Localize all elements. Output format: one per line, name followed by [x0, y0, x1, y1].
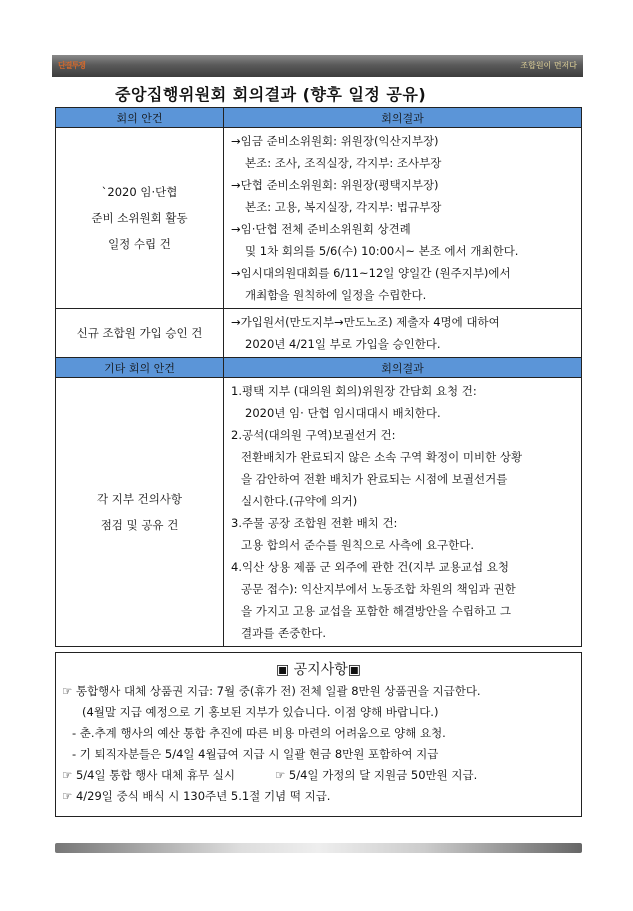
result-line: 전환배치가 완료되지 않은 소속 구역 확정이 미비한 상황 — [241, 450, 523, 464]
result-line: 2020년 임· 단협 임시대대시 배치한다. — [245, 406, 441, 420]
result-line: →단협 준비소위원회: 위원장(평택지부장) — [231, 178, 439, 192]
agenda-topic: 신규 조합원 가입 승인 건 — [56, 309, 224, 358]
result-line: 본조: 고용, 복지실장, 각지부: 법규부장 — [245, 200, 442, 214]
result-line: →임금 준비소위원회: 위원장(익산지부장) — [231, 134, 439, 148]
result-line: 개최함을 원칙하에 일정을 수립한다. — [245, 288, 427, 302]
notice-line: (4월말 지급 예정으로 기 홍보된 지부가 있습니다. 이점 양해 바랍니다.) — [82, 705, 439, 719]
notice-title: ▣ 공지사항▣ — [275, 662, 361, 678]
agenda-topic — [56, 128, 224, 309]
notice-item: ☞ 5/4일 가정의 달 지원금 50만원 지급. — [274, 768, 478, 782]
document-title: 중앙집행위원회 회의결과 (향후 일정 공유) — [115, 85, 427, 104]
meeting-results-table — [55, 107, 582, 647]
result-line: →임·단협 전체 준비소위원회 상견례 — [231, 222, 411, 236]
column-header-topic: 기타 회의 안건 — [56, 358, 224, 378]
column-header-result: 회의결과 — [224, 108, 582, 128]
topic-line: `2020 임·단협 — [101, 185, 178, 199]
union-logo: 단결투쟁 — [58, 61, 85, 70]
result-line: →임시대의원대회를 6/11~12일 양일간 (원주지부)에서 — [231, 266, 511, 280]
header-banner — [52, 55, 583, 77]
result-line: 1.평택 지부 (대의원 회의)위원장 간담회 요청 건: — [231, 384, 477, 398]
result-line: 4.익산 상용 제품 군 외주에 관한 건(지부 교용교섭 요청 — [231, 560, 509, 574]
agenda-result — [224, 128, 582, 309]
result-line: 고용 합의서 준수를 원칙으로 사측에 요구한다. — [241, 538, 475, 552]
result-line: 3.주물 공장 조합원 전환 배치 건: — [231, 516, 398, 530]
notice-box — [55, 652, 582, 817]
result-line: 결과를 존중한다. — [241, 626, 327, 640]
result-line: 및 1차 회의를 5/6(수) 10:00시~ 본조 에서 개최한다. — [245, 244, 519, 258]
agenda-result — [224, 378, 582, 647]
topic-line: 점검 및 공유 건 — [100, 518, 179, 532]
result-line: 을 가지고 고용 교섭을 포함한 해결방안을 수립하고 그 — [241, 604, 511, 618]
result-line: 2020년 4/21일 부로 가입을 승인한다. — [245, 337, 441, 351]
column-header-result: 회의결과 — [224, 358, 582, 378]
result-line: 본조: 조사, 조직실장, 각지부: 조사부장 — [245, 156, 442, 170]
notice-line: ☞ 통합행사 대체 상품권 지급: 7월 중(휴가 전) 전체 일괄 8만원 상품권을 지급한다. — [62, 684, 481, 698]
result-line: 실시한다.(규약에 의거) — [241, 494, 358, 508]
agenda-topic — [56, 378, 224, 647]
footer-bar — [55, 843, 582, 853]
result-line: →가입원서(만도지부→만도노조) 제출자 4명에 대하여 — [231, 315, 500, 329]
notice-line: - 춘.추계 행사의 예산 통합 추진에 따른 비용 마련의 어려움으로 양해 요청. — [72, 726, 446, 740]
notice-line — [56, 765, 581, 786]
result-line: 을 감안하여 전환 배치가 완료되는 시점에 보궐선거를 — [241, 472, 508, 486]
notice-line: - 기 퇴직자분들은 5/4일 4월급여 지급 시 일괄 현금 8만원 포함하여 지급 — [72, 747, 439, 761]
table-header-row — [56, 358, 582, 378]
agenda-result — [224, 309, 582, 358]
table-header-row — [56, 108, 582, 128]
table-row — [56, 128, 582, 309]
table-row — [56, 378, 582, 647]
result-line: 공문 접수): 익산지부에서 노동조합 차원의 책임과 권한 — [241, 582, 516, 596]
result-line: 2.공석(대의원 구역)보궐선거 건: — [231, 428, 396, 442]
notice-line: ☞ 4/29일 중식 배식 시 130주년 5.1절 기념 떡 지급. — [62, 789, 331, 803]
topic-line: 준비 소위원회 활동 — [91, 211, 188, 225]
header-slogan: 조합원이 먼저다 — [520, 61, 577, 70]
topic-line: 각 지부 건의사항 — [96, 492, 183, 506]
column-header-topic: 회의 안건 — [56, 108, 224, 128]
table-row — [56, 309, 582, 358]
topic-line: 일정 수립 건 — [108, 237, 171, 251]
notice-item: ☞ 5/4일 통합 행사 대체 휴무 실시 — [62, 768, 235, 782]
